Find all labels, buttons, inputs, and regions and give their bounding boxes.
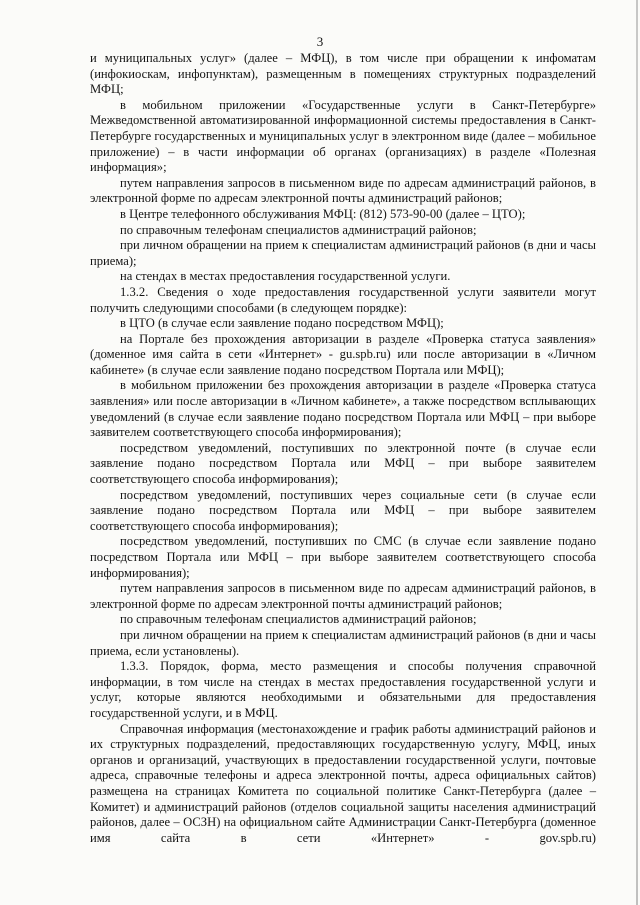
paragraph: Справочная информация (местонахождение и график работы администраций районов и их структурных подразделений, предоставляющих государственную услугу, МФЦ, иных органов и организаций, участвующих в предоставлении государственной услуги, почтовые адреса, справочные телефоны и адреса электронной почты, адреса официальных сайтов) размещена на страницах Комитета по социальной политике Санкт-Петербурга (далее – Комитет) и администраций районов (отделов социальной защиты населения администраций районов, далее – ОСЗН) на официальном сайте Администрации Санкт-Петербурга (доменное имя сайта в сети «Интернет» - gov.spb.ru) <box>90 721 596 845</box>
paragraph: по справочным телефонам специалистов администраций районов; <box>120 222 477 237</box>
paragraph: на Портале без прохождения авторизации в разделе «Проверка статуса заявления» (доменное имя сайта в сети «Интернет» - gu.spb.ru) или после авторизации в «Личном кабинете» (в случае если заявление подано посредством Портала или МФЦ); <box>90 331 596 377</box>
page-number: 3 <box>316 34 324 49</box>
paragraph: посредством уведомлений, поступивших по электронной почте (в случае если заявление подано посредством Портала или МФЦ – при выборе заявителем соответствующего способа информирования); <box>90 440 596 487</box>
paragraph: 1.3.2. Сведения о ходе предоставления государственной услуги заявители могут получить следующими способами (в следующем порядке): <box>90 284 596 315</box>
paragraph: на стендах в местах предоставления государственной услуги. <box>120 269 451 284</box>
paragraph: путем направления запросов в письменном виде по адресам администраций районов, в электронной форме по адресам электронной почты администраций районов; <box>90 581 596 611</box>
paragraph: в мобильном приложении без прохождения авторизации в разделе «Проверка статуса заявления» или после авторизации в «Личном кабинете», а также посредством всплывающих уведомлений (в случае если заявление подано посредством Портала или МФЦ – при выборе заявителем соответствующего способа информирования); <box>90 378 596 440</box>
paragraph: при личном обращении на прием к специалистам администраций районов (в дни и часы приема); <box>90 238 596 268</box>
paragraph: в Центре телефонного обслуживания МФЦ: (812) 573-90-00 (далее – ЦТО); <box>120 206 526 221</box>
paragraph: посредством уведомлений, поступивших по СМС (в случае если заявление подано посредством Портала или МФЦ – при выборе заявителем соответствующего способа информирования); <box>90 534 596 580</box>
paragraph: путем направления запросов в письменном виде по адресам администраций районов, в электронной форме по адресам электронной почты администраций районов; <box>90 175 596 206</box>
document-body <box>90 51 596 846</box>
paragraph: в ЦТО (в случае если заявление подано посредством МФЦ); <box>120 316 444 331</box>
paragraph: 1.3.3. Порядок, форма, место размещения и способы получения справочной информации, в том числе на стендах в местах предоставления государственной услуги и услуг, которые являются необходимыми и обязательными для предоставления государственной услуги, и в МФЦ. <box>90 659 596 720</box>
paragraph: по справочным телефонам специалистов администраций районов; <box>120 612 477 627</box>
paragraph: и муниципальных услуг» (далее – МФЦ), в том числе при обращении к инфоматам (инфокиоскам, инфопунктам), размещенным в помещениях структурных подразделений МФЦ; <box>90 51 596 97</box>
paragraph: посредством уведомлений, поступивших через социальные сети (в случае если заявление подано посредством Портала или МФЦ – при выборе заявителем соответствующего способа информирования); <box>90 487 596 533</box>
paragraph: в мобильном приложении «Государственные услуги в Санкт-Петербурге» Межведомственной автоматизированной информационной системы предоставления в Санкт-Петербурге государственных и муниципальных услуг в электронном виде (далее – мобильное приложение) – в части информации об органах (организациях) в разделе «Полезная информация»; <box>90 97 596 175</box>
scan-edge <box>636 0 638 905</box>
paragraph: при личном обращении на прием к специалистам администраций районов (в дни и часы приема, если установлены). <box>90 627 596 658</box>
